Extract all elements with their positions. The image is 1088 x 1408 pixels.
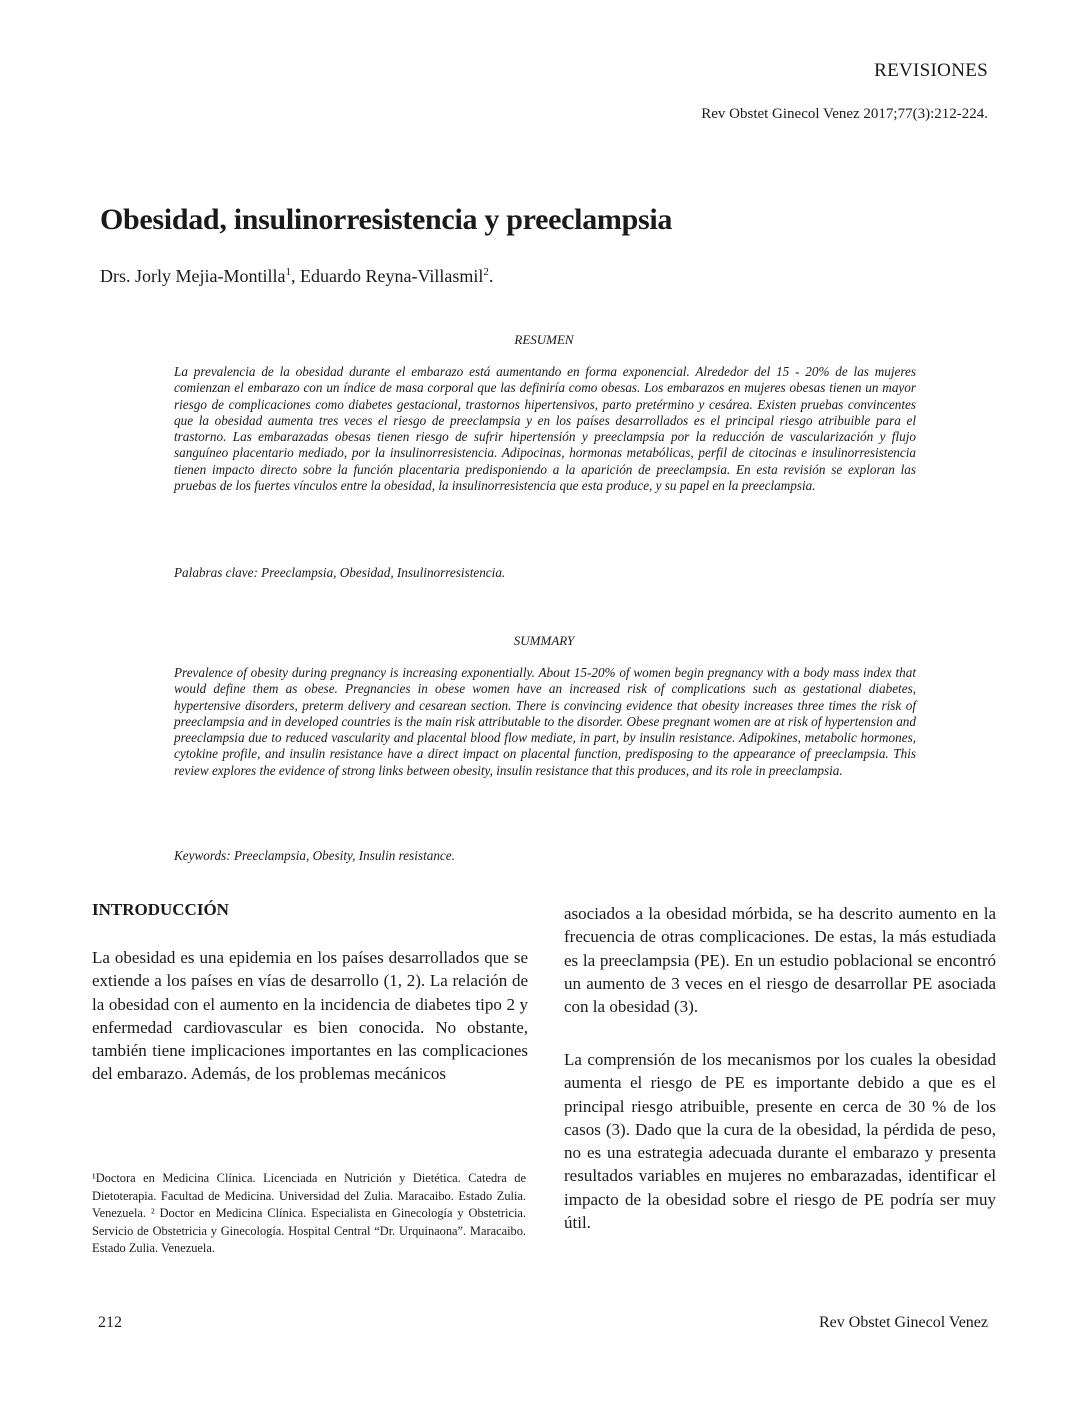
resumen-heading: RESUMEN — [514, 332, 574, 347]
footer-journal-name: Rev Obstet Ginecol Venez — [819, 1314, 988, 1331]
introduccion-paragraph-right-2: La comprensión de los mecanismos por los cuales la obesidad aumenta el riesgo de PE es importante debido a que es el principal riesgo atribuible, presente en cerca de 30 % de los casos (3). Dado que la cura de la obesidad, la pérdida de peso, no es una estrategia adecuada durante el embarazo y presenta resultados variables en mujeres no embarazadas, identificar el impacto de la obesidad sobre el riesgo de PE podría ser muy útil. — [564, 1050, 996, 1233]
author-list — [100, 266, 493, 287]
introduccion-heading: INTRODUCCIÓN — [92, 900, 229, 919]
author-list-end: . — [488, 266, 494, 286]
resumen-keywords: Palabras clave: Preeclampsia, Obesidad, Insulinorresistencia. — [174, 565, 506, 580]
author-1-name: Drs. Jorly Mejia-Montilla — [100, 266, 286, 286]
author-2-affiliation-mark: 2 — [483, 266, 489, 278]
introduccion-paragraph-left: La obesidad es una epidemia en los países desarrollados que se extiende a los países en vías de desarrollo (1, 2). La relación de la obesidad con el aumento en la incidencia de diabetes tipo 2 y enfermedad cardiovascular es bien conocida. No obstante, también tiene implicaciones importantes en las complicaciones del embarazo. Además, de los problemas mecánicos — [92, 948, 528, 1084]
page-number: 212 — [98, 1314, 122, 1331]
summary-text: Prevalence of obesity during pregnancy is increasing exponentially. About 15-20% of women begin pregnancy with a body mass index that would define them as obese. Pregnancies in obese women have an increased risk of complications such as gestational diabetes, hypertensive disorders, preterm delivery and cesarean section. There is convincing evidence that obesity increases three times the risk of preeclampsia and in developed countries is the main risk attributable to the disorder. Obese pregnant women are at risk of hypertension and preeclampsia due to reduced vascularity and placental blood flow mediate, in part, by insulin resistance. Adipokines, metabolic hormones, cytokine profile, and insulin resistance have a direct impact on placental function, predisposing to the appearance of preeclampsia. This review explores the evidence of strong links between obesity, insulin resistance that this produces, and its role in preeclampsia. — [174, 665, 916, 778]
introduccion-paragraph-right-1: asociados a la obesidad mórbida, se ha descrito aumento en la frecuencia de otras complicaciones. De estas, la más estudiada es la preeclampsia (PE). En un estudio poblacional se encontró un aumento de 3 veces en el riesgo de desarrollar PE asociada con la obesidad (3). — [564, 904, 996, 1017]
section-label: REVISIONES — [874, 60, 988, 81]
article-title: Obesidad, insulinorresistencia y preeclampsia — [100, 203, 673, 236]
affiliation-footnote: ¹Doctora en Medicina Clínica. Licenciada en Nutrición y Dietética. Catedra de Dietoterapia. Facultad de Medicina. Universidad del Zulia. Maracaibo. Estado Zulia. Venezuela. ² Doctor en Medicina Clínica. Especialista en Ginecología y Obstetricia. Servicio de Obstetricia y Ginecología. Hospital Central “Dr. Urquinaona”. Maracaibo. Estado Zulia. Venezuela. — [92, 1171, 526, 1256]
summary-keywords: Keywords: Preeclampsia, Obesity, Insulin resistance. — [174, 848, 455, 863]
summary-heading: SUMMARY — [513, 633, 575, 648]
resumen-text: La prevalencia de la obesidad durante el embarazo está aumentando en forma exponencial. Alrededor del 15 - 20% de las mujeres comienzan el embarazo con un índice de masa corporal que las definiría como obesas. Los embarazos en mujeres obesas tienen un mayor riesgo de complicaciones como diabetes gestacional, trastornos hipertensivos, parto pretérmino y cesárea. Existen pruebas convincentes que la obesidad aumenta tres veces el riesgo de preeclampsia y en los países desarrollados es el principal riesgo atribuible para el trastorno. Las embarazadas obesas tienen riesgo de sufrir hipertensión y preeclampsia por la reducción de vascularización y flujo sanguíneo placentario mediado, por la insulinorresistencia. Adipocinas, hormonas metabólicas, perfil de citocinas e insulinorresistencia tienen impacto directo sobre la función placentaria predisponiendo a la aparición de preeclampsia. En esta revisión se exploran las pruebas de los fuertes vínculos entre la obesidad, la insulinorresistencia que esta produce, y su papel en la preeclampsia. — [174, 364, 916, 494]
author-1-affiliation-mark: 1 — [285, 266, 291, 278]
journal-citation: Rev Obstet Ginecol Venez 2017;77(3):212-224. — [701, 106, 988, 122]
author-2-name: , Eduardo Reyna-Villasmil — [290, 266, 484, 286]
